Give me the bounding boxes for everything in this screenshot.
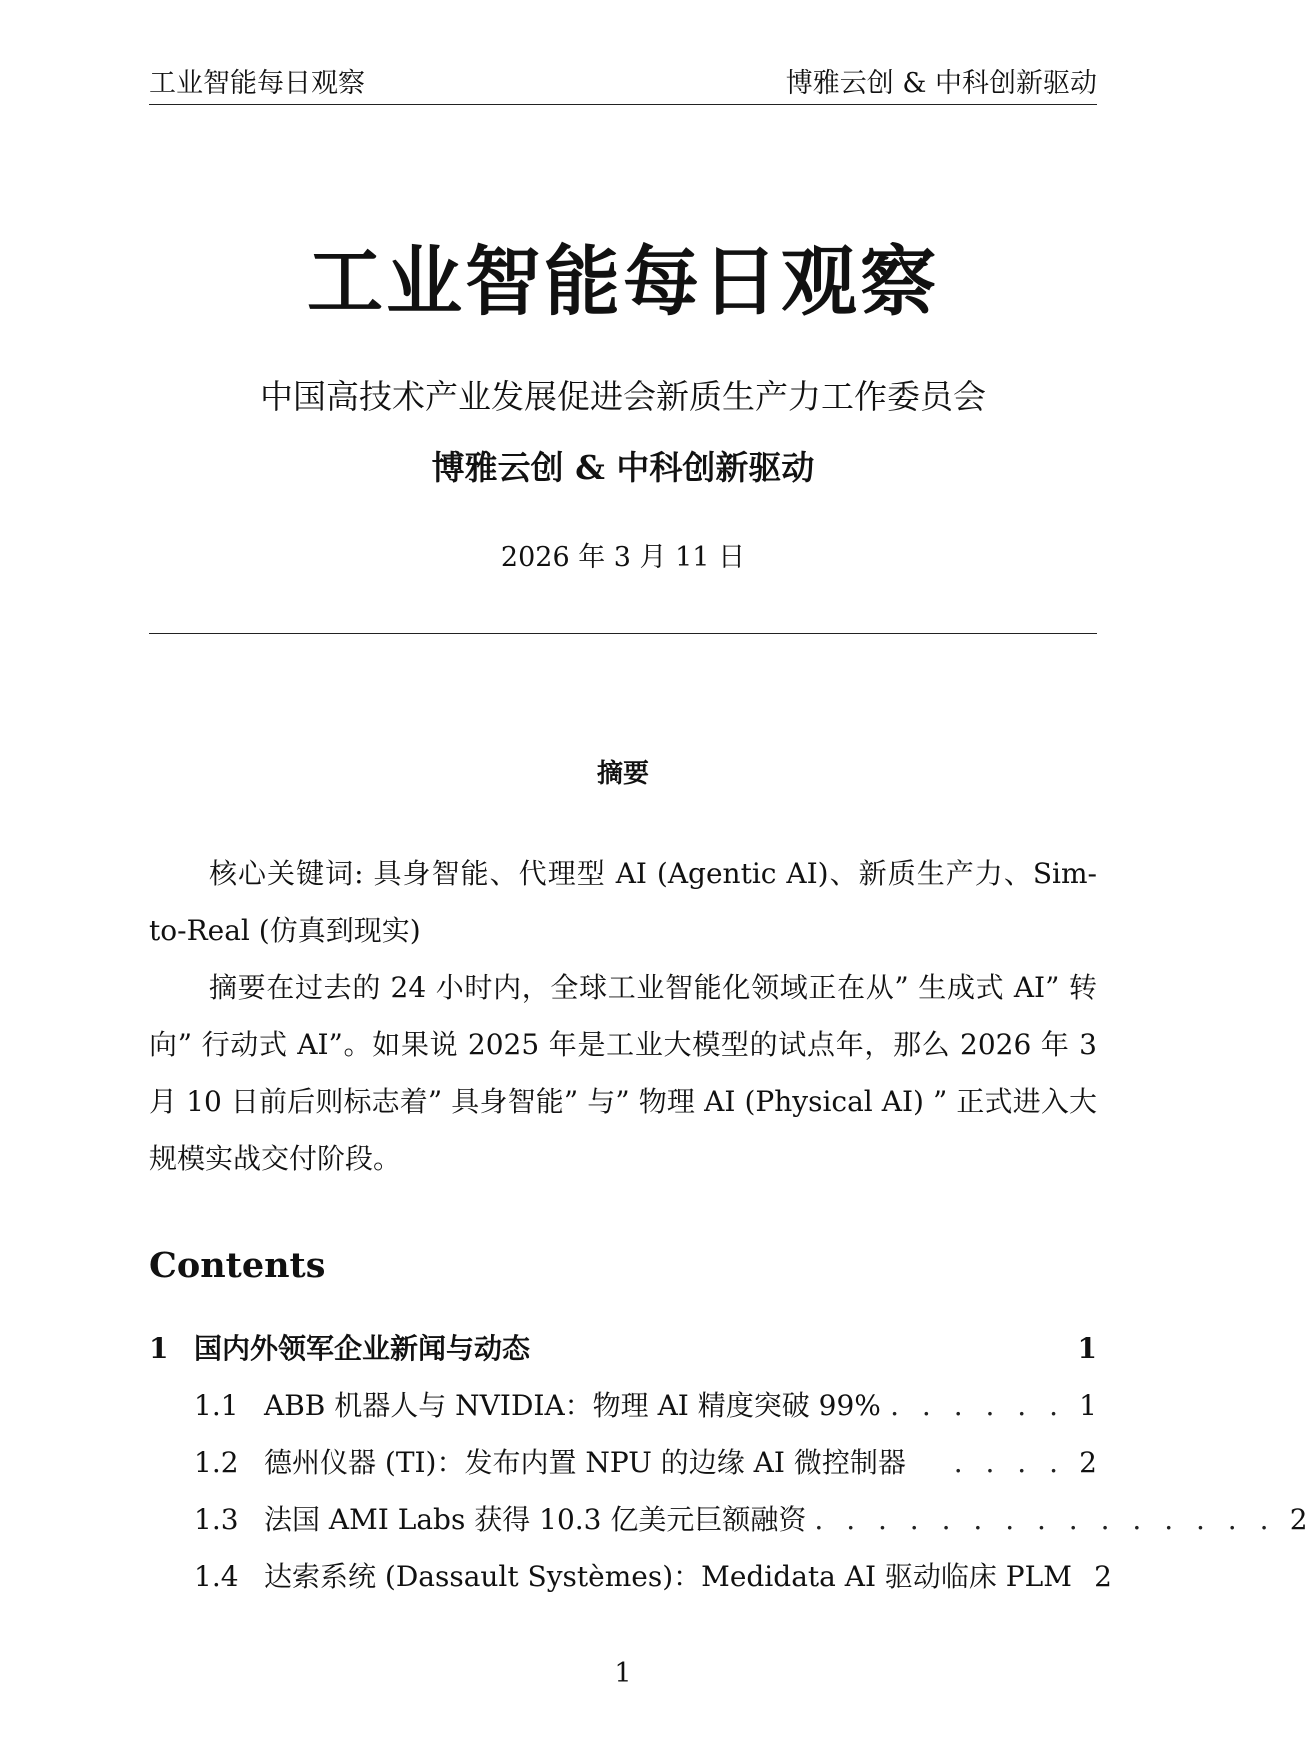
- abstract-keywords: 核心关键词: 具身智能、代理型 AI (Agentic AI)、新质生产力、Sim-to-Real (仿真到现实): [149, 857, 1097, 947]
- toc-page: 1: [1077, 1332, 1097, 1365]
- toc-page: 2: [1289, 1503, 1308, 1536]
- running-header: [149, 64, 1097, 105]
- toc-number: 1.2: [194, 1446, 239, 1479]
- header-left-title: 工业智能每日观察: [149, 68, 365, 99]
- document-title: 工业智能每日观察: [307, 237, 939, 326]
- toc-title: 德州仪器 (TI)：发布内置 NPU 的边缘 AI 微控制器: [264, 1446, 906, 1479]
- header-right-authors: 博雅云创 & 中科创新驱动: [785, 68, 1097, 99]
- toc-number: 1.4: [194, 1560, 239, 1593]
- toc-title: 国内外领军企业新闻与动态: [194, 1332, 531, 1365]
- page-number: 1: [614, 1658, 632, 1689]
- toc-entry-1-2[interactable]: [149, 1434, 1097, 1491]
- toc-number: 1.3: [194, 1503, 239, 1536]
- toc-title: 法国 AMI Labs 获得 10.3 亿美元巨额融资: [264, 1503, 807, 1536]
- toc-title: ABB 机器人与 NVIDIA：物理 AI 精度突破 99%: [264, 1389, 881, 1422]
- toc-leader-dots: . . . . . . . . . . . . . . .: [814, 1503, 1276, 1536]
- toc-page: 2: [1079, 1446, 1097, 1479]
- toc-number: 1: [149, 1332, 169, 1365]
- table-of-contents: [149, 1320, 1308, 1605]
- toc-entry-1-1[interactable]: [149, 1377, 1097, 1434]
- toc-title: 达索系统 (Dassault Systèmes)：Medidata AI 驱动临床 PLM: [264, 1560, 1072, 1593]
- toc-entry-section-1[interactable]: [149, 1320, 1097, 1377]
- publication-date: 2026 年 3 月 11 日: [500, 542, 746, 573]
- authors: 博雅云创 & 中科创新驱动: [431, 448, 815, 487]
- organization: 中国高技术产业发展促进会新质生产力工作委员会: [260, 377, 986, 416]
- contents-heading: Contents: [149, 1245, 326, 1286]
- toc-entry-1-3[interactable]: [149, 1491, 1308, 1548]
- toc-entry-1-4[interactable]: [149, 1548, 1112, 1605]
- toc-page: 2: [1094, 1560, 1112, 1593]
- toc-number: 1.1: [194, 1389, 239, 1422]
- title-divider: [149, 633, 1097, 634]
- abstract-heading: 摘要: [596, 759, 649, 789]
- toc-leader-dots: . . . .: [953, 1446, 1065, 1479]
- abstract-body: [149, 845, 1097, 1187]
- toc-leader-dots: . . . . . .: [890, 1389, 1065, 1422]
- abstract-summary: 摘要在过去的 24 小时内，全球工业智能化领域正在从” 生成式 AI” 转向” 行动式 AI”。如果说 2025 年是工业大模型的试点年，那么 2026 年 3 月 10 日前后则标志着” 具身智能” 与” 物理 AI (Physical AI) ” 正式进入大规模实战交付阶段。: [149, 971, 1097, 1175]
- toc-page: 1: [1079, 1389, 1097, 1422]
